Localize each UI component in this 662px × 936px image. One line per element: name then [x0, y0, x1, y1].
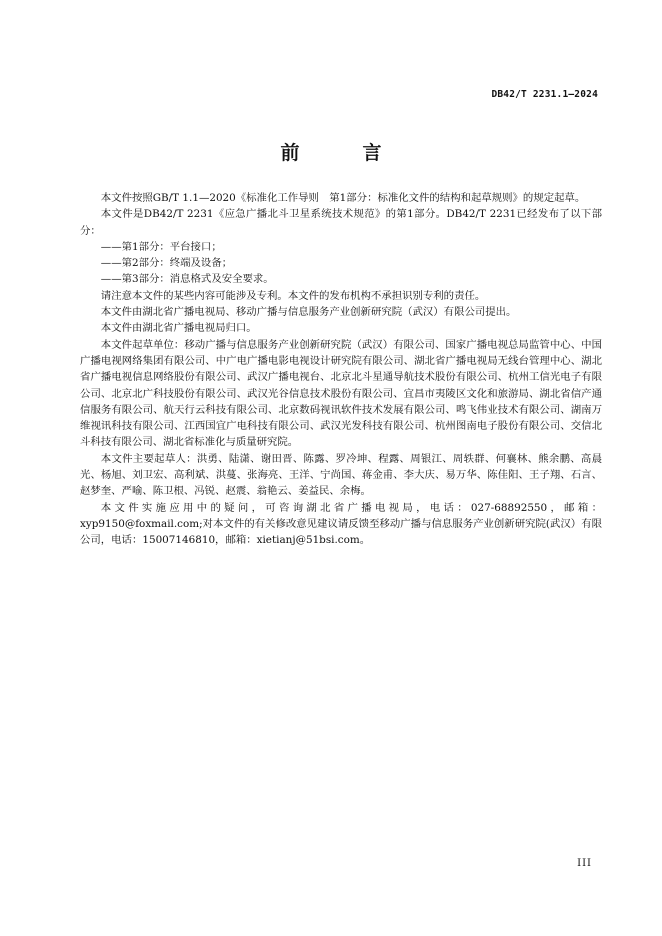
paragraph-patent-notice: 请注意本文件的某些内容可能涉及专利。本文件的发布机构不承担识别专利的责任。	[100, 289, 486, 302]
document-id: DB42/T 2231.1—2024	[491, 89, 598, 100]
paragraph-proposer: 本文件由湖北省广播电视局、移动广播与信息服务产业创新研究院（武汉）有限公司提出。	[100, 306, 517, 319]
paragraph-drafters: 本文件主要起草人：洪勇、陆潇、谢田晋、陈露、罗冷坤、程露、周银江、周轶群、何襄林、熊余鹏、高晨光、杨旭、刘卫宏、高利斌、洪蔓、张海亮、王洋、宁尚国、蒋金甫、李大庆、易万华、陈佳阳、王子翔、石言、赵梦奎、严喻、陈卫根、冯锐、赵震、翁艳云、姜益民、余梅。	[80, 452, 602, 498]
page-title: 前 言	[280, 142, 404, 164]
list-item: ——第1部分：平台接口；	[100, 240, 222, 253]
paragraph-drafting-units: 本文件起草单位：移动广播与信息服务产业创新研究院（武汉）有限公司、国家广播电视总局监管中心、中国广播电视网络集团有限公司、中广电广播电影电视设计研究院有限公司、湖北省广播电视局无线台管理中心、湖北省广播电视信息网络股份有限公司、武汉广播电视台、北京北斗星通导航技术股份有限公司、杭州工信光电子有限公司、北京北广科技股份有限公司、武汉光谷信息技术股份有限公司、宜昌市夷陵区文化和旅游局、湖北省信产通信服务有限公司、航天行云科技有限公司、北京数码视讯软件技术发展有限公司、鸣飞伟业技术有限公司、湖南万维视讯科技有限公司、江西国宜广电科技有限公司、武汉光发科技有限公司、杭州图南电子股份有限公司、交信北斗科技有限公司、湖北省标准化与质量研究院。	[80, 338, 602, 449]
paragraph-contact: 本文件实施应用中的疑问，可咨询湖北省广播电视局，电话：027-68892550，邮箱：xyp9150@foxmail.com;对本文件的有关修改意见建议请反馈至移动广播与信息服务产业创新研究院(武汉）有限公司，电话：15007146810，邮箱：xietianj@51bsi.com。	[80, 501, 602, 547]
list-item: ——第3部分：消息格式及安全要求。	[100, 273, 274, 286]
paragraph-centralized: 本文件由湖北省广播电视局归口。	[100, 322, 257, 335]
paragraph-part-of-series: 本文件是DB42/T 2231《应急广播北斗卫星系统技术规范》的第1部分。DB42/T 2231已经发布了以下部分：	[80, 208, 602, 237]
page-number: III	[577, 858, 592, 869]
list-item: ——第2部分：终端及设备；	[100, 257, 233, 270]
paragraph-drafting-rules: 本文件按照GB/T 1.1—2020《标准化工作导则 第1部分：标准化文件的结构和起草规则》的规定起草。	[100, 192, 586, 204]
document-body	[80, 190, 602, 549]
